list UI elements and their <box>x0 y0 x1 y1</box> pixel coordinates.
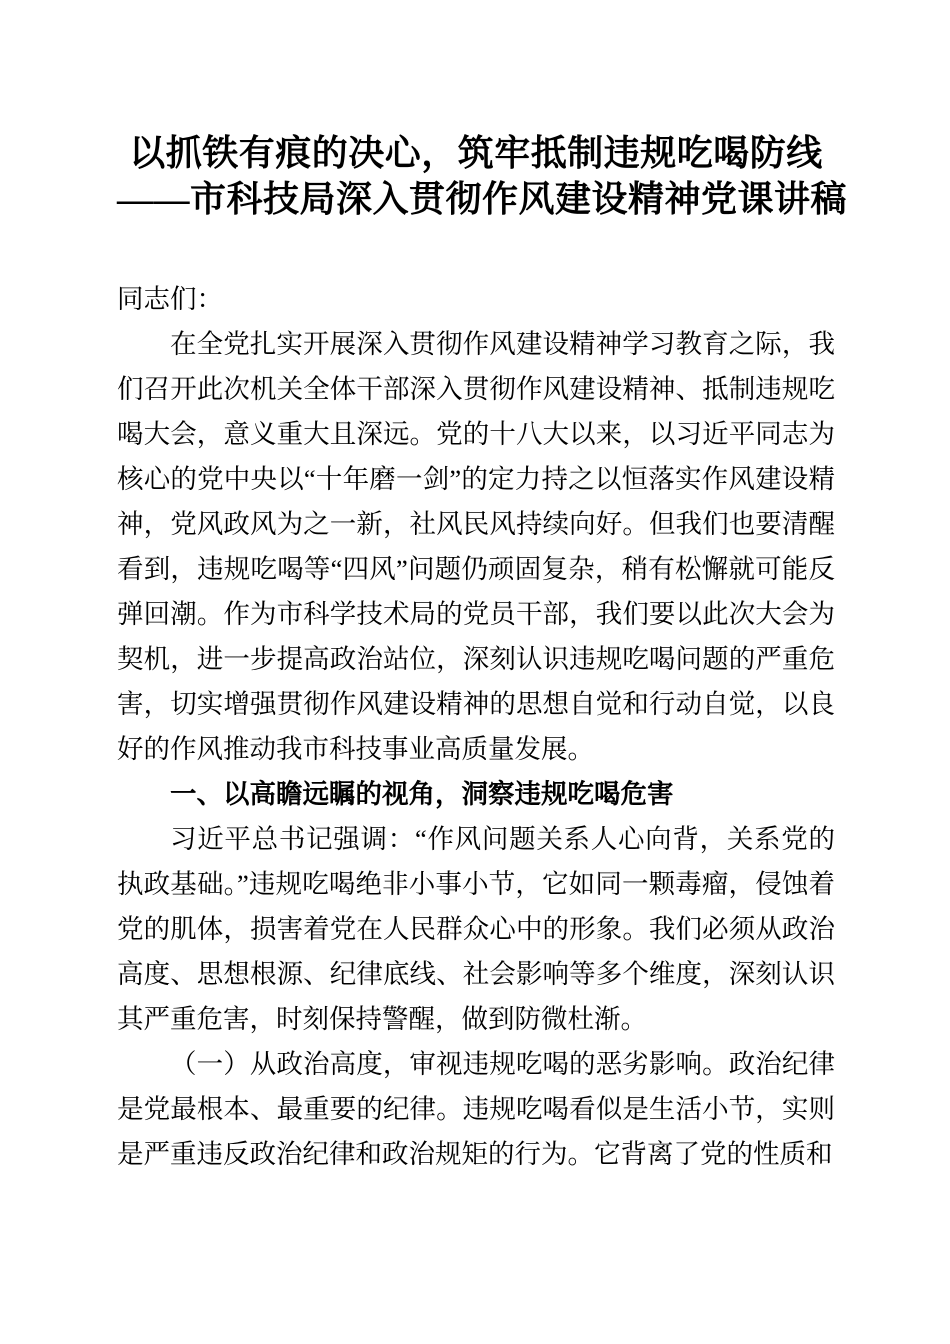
salutation: 同志们： <box>117 284 223 314</box>
paragraph-section1: 习近平总书记强调：“作风问题关系人心向背，关系党的执政基础。”违规吃喝绝非小事小节，它如同一颗毒瘤，侵蚀着党的肌体，损害着党在人民群众心中的形象。我们必须从政治高度、思想根源、纪律底线、社会影响等多个维度，深刻认识其严重危害，时刻保持警醒，做到防微杜渐。 <box>117 824 835 1034</box>
paragraph-intro: 在全党扎实开展深入贯彻作风建设精神学习教育之际，我们召开此次机关全体干部深入贯彻作风建设精神、抵制违规吃喝大会，意义重大且深远。党的十八大以来，以习近平同志为核心的党中央以“十年磨一剑”的定力持之以恒落实作风建设精神，党风政风为之一新，社风民风持续向好。但我们也要清醒看到，违规吃喝等“四风”问题仍顽固复杂，稍有松懈就可能反弹回潮。作为市科学技术局的党员干部，我们要以此次大会为契机，进一步提高政治站位，深刻认识违规吃喝问题的严重危害，切实增强贯彻作风建设精神的思想自觉和行动自觉，以良好的作风推动我市科技事业高质量发展。 <box>117 329 835 764</box>
subsection1-lead: （一）从政治高度，审视违规吃喝的恶劣影响。 <box>170 1049 729 1079</box>
document-title <box>117 130 848 222</box>
paragraph-subsection1 <box>117 1042 835 1177</box>
title-line-1: 以抓铁有痕的决心，筑牢抵制违规吃喝防线 <box>129 133 823 173</box>
title-line-2: ——市科技局深入贯彻作风建设精神党课讲稿 <box>117 179 848 219</box>
section-heading-1: 一、以高瞻远瞩的视角，洞察违规吃喝危害 <box>170 779 674 809</box>
subsection1-text: 政治纪律是党最根本、最重要的纪律。违规吃喝看似是生活小节，实则是严重违反政治纪律和政治规矩的行为。它背离了党的性质和 <box>117 1049 836 1169</box>
